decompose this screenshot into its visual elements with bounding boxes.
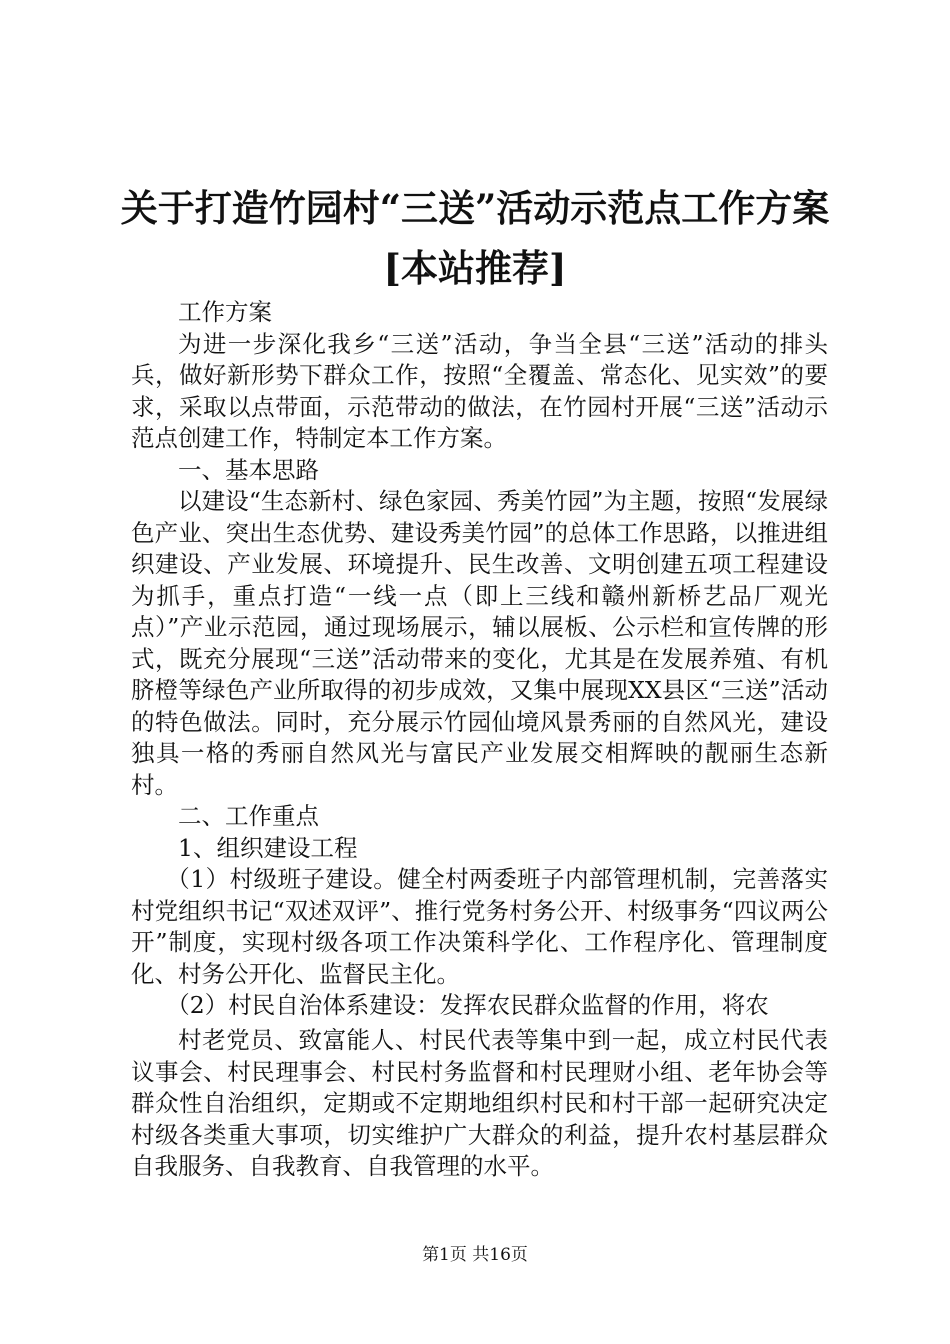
heading-organization-project: 1、组织建设工程 — [178, 833, 358, 862]
page-footer: 第1页 共16页 — [422, 1245, 528, 1265]
heading-work-focus: 二、工作重点 — [178, 802, 319, 830]
heading-basic-ideas: 一、基本思路 — [178, 455, 319, 484]
heading-plan: 工作方案 — [178, 298, 272, 326]
document-title-line2: [本站推荐] — [383, 246, 567, 290]
document-body-page2 — [131, 1025, 828, 1183]
paragraph-villager-autonomy-cont: 村老党员、致富能人、村民代表等集中到一起，成立村民代表议事会、村民理事会、村民村务监督和村民理财小组、老年协会等群众性自治组织，定期或不定期地组织村民和村干部一起研究决定村级各类重大事项，切实维护广大群众的利益，提升农村基层群众自我服务、自我教育、自我管理的水平。 — [131, 1026, 828, 1180]
paragraph-villager-autonomy-start: （2）村民自治体系建设：发挥农民群众监督的作用，将农 — [166, 991, 769, 1019]
document-title-line1: 关于打造竹园村“三送”活动示范点工作方案 — [120, 186, 830, 230]
paragraph-village-team: （1）村级班子建设。健全村两委班子内部管理机制，完善落实村党组织书记“双述双评”、推行党务村务公开、村级事务“四议两公开”制度，实现村级各项工作决策科学化、工作程序化、管理制度化、村务公开化、监督民主化。 — [131, 865, 828, 988]
paragraph-basic-ideas: 以建设“生态新村、绿色家园、秀美竹园”为主题，按照“发展绿色产业、突出生态优势、建设秀美竹园”的总体工作思路，以推进组织建设、产业发展、环境提升、民生改善、文明创建五项工程建设为抓手，重点打造“一线一点（即上三线和赣州新桥艺品厂观光点）”产业示范园，通过现场展示，辅以展板、公示栏和宣传牌的形式，既充分展现“三送”活动带来的变化，尤其是在发展养殖、有机脐橙等绿色产业所取得的初步成效，又集中展现XX县区“三送”活动的特色做法。同时，充分展示竹园仙境风景秀丽的自然风光，建设独具一格的秀丽自然风光与富民产业发展交相辉映的靓丽生态新村。 — [131, 487, 828, 799]
document-body-page1 — [131, 297, 828, 1022]
paragraph-intro: 为进一步深化我乡“三送”活动，争当全县“三送”活动的排头兵，做好新形势下群众工作，按照“全覆盖、常态化、见实效”的要求，采取以点带面，示范带动的做法，在竹园村开展“三送”活动示范点创建工作，特制定本工作方案。 — [131, 329, 828, 452]
